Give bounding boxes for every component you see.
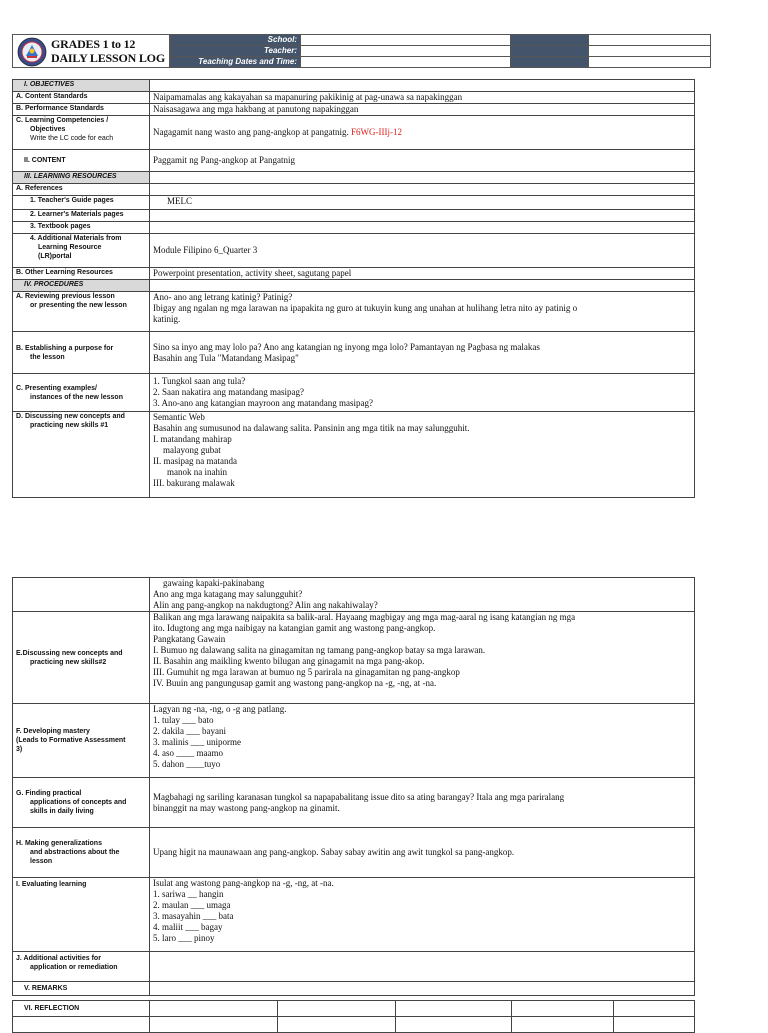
content-standards-label: A. Content Standards (13, 92, 150, 104)
competencies-value: Nagagamit nang wasto ang pang-angkop at pangatnig. F6WG-IIIj-12 (150, 116, 695, 150)
discussing-concepts-1-value: Semantic Web Basahin ang sumusunod na dalawang salita. Pansinin ang mga titik na may salungguhit. I. matandang mahirap malayong gubat II. masipag na matanda manok na inahin III. bakurang malawak (150, 412, 695, 498)
establishing-purpose-value: Sino sa inyo ang may lolo pa? Ano ang katangian ng inyong mga lolo? Pamantayan ng Pagbasa ng malakas Basahin ang Tula "Matandang Masipag" (150, 332, 695, 374)
performance-standards-label: B. Performance Standards (13, 104, 150, 116)
teaching-dates-label: Teaching Dates and Time: (171, 57, 301, 68)
reviewing-lesson-label: A. Reviewing previous lesson or presenting the new lesson (13, 292, 150, 332)
reflection-cell-3 (396, 1001, 512, 1017)
establishing-purpose-label: B. Establishing a purpose for the lesson (13, 332, 150, 374)
generalizations-label: H. Making generalizations and abstractions about the lesson (13, 828, 150, 878)
developing-mastery-value: Lagyan ng -na, -ng, o -g ang patlang. 1. tulay ___ bato 2. dakila ___ bayani 3. malinis ___ uniporme 4. aso ____ maamo 5. dahon ____tuyo (150, 704, 695, 778)
textbook-label: 3. Textbook pages (13, 222, 150, 234)
reflection-row2-cell-5 (614, 1017, 695, 1033)
additional-materials-value: Module Filipino 6_Quarter 3 (150, 234, 695, 268)
content-standards-value: Naipamamalas ang kakayahan sa mapanuring pakikinig at pag-unawa sa napakinggan (150, 92, 695, 104)
references-label: A. References (13, 184, 150, 196)
learning-area-field[interactable] (589, 46, 711, 57)
reflection-row2-label (13, 1017, 150, 1033)
teacher-field[interactable] (301, 46, 511, 57)
reflection-cell-5 (614, 1001, 695, 1017)
learners-materials-value (150, 210, 695, 222)
performance-standards-value: Naisasagawa ang mga hakbang at panutong napakinggan (150, 104, 695, 116)
lesson-table-page-1 (12, 79, 695, 498)
competency-code: F6WG-IIIj-12 (350, 127, 402, 137)
additional-materials-label: 4. Additional Materials from Learning Resource (LR)portal (13, 234, 150, 268)
procedures-cell (150, 280, 695, 292)
teachers-guide-value: MELC (150, 196, 695, 210)
additional-activities-label: J. Additional activities for application or remediation (13, 952, 150, 982)
references-value (150, 184, 695, 196)
additional-activities-value (150, 952, 695, 982)
title-daily-lesson-log: DAILY LESSON LOG (51, 51, 165, 65)
learning-resources-heading: III. LEARNING RESOURCES (13, 172, 150, 184)
remarks-value (150, 982, 695, 996)
teaching-dates-field[interactable] (301, 57, 511, 68)
reflection-cell-4 (512, 1001, 614, 1017)
competencies-label: C. Learning Competencies / Objectives Write the LC code for each (13, 116, 150, 150)
reflection-heading: VI. REFLECTION (13, 1001, 150, 1017)
lesson-log-header (12, 34, 710, 68)
teachers-guide-label: 1. Teacher's Guide pages (13, 196, 150, 210)
learning-resources-cell (150, 172, 695, 184)
title-grades: GRADES 1 to 12 (51, 37, 136, 51)
reflection-cell-2 (278, 1001, 396, 1017)
teacher-label: Teacher: (171, 46, 301, 57)
practical-applications-label: G. Finding practical applications of concepts and skills in daily living (13, 778, 150, 828)
reflection-cell-1 (150, 1001, 278, 1017)
discussing-concepts-2-label: E.Discussing new concepts and practicing new skills#2 (13, 612, 150, 704)
other-resources-label: B. Other Learning Resources (13, 268, 150, 280)
reflection-row2-cell-1 (150, 1017, 278, 1033)
learners-materials-label: 2. Learner's Materials pages (13, 210, 150, 222)
grade-level-field[interactable] (589, 35, 711, 46)
discussing-concepts-1-label: D. Discussing new concepts and practicing new skills #1 (13, 412, 150, 498)
continued-label (13, 578, 150, 612)
reflection-row2-cell-2 (278, 1017, 396, 1033)
other-resources-value: Powerpoint presentation, activity sheet, sagutang papel (150, 268, 695, 280)
reflection-table (12, 1000, 695, 1033)
developing-mastery-label: F. Developing mastery (Leads to Formative Assessment 3) (13, 704, 150, 778)
objectives-heading: I. OBJECTIVES (13, 80, 150, 92)
continued-value: gawaing kapaki-pakinabang Ano ang mga katagang may salungguhit? Alin ang pang-angkop na nakdugtong? Alin ang nakahiwalay? (150, 578, 695, 612)
reflection-row2-cell-4 (512, 1017, 614, 1033)
generalizations-value: Upang higit na maunawaan ang pang-angkop. Sabay sabay awitin ang awit tungkol sa pang-angkop. (150, 828, 695, 878)
title-box (12, 34, 170, 68)
content-heading: II. CONTENT (13, 150, 150, 172)
practical-applications-value: Magbahagi ng sariling karanasan tungkol sa napapabalitang issue dito sa ating barangay? Itala ang mga pariralang binanggit na may wastong pang-angkop na ginamit. (150, 778, 695, 828)
reflection-row2-cell-3 (396, 1017, 512, 1033)
evaluating-learning-label: I. Evaluating learning (13, 878, 150, 952)
remarks-heading: V. REMARKS (13, 982, 150, 996)
header-info-grid (170, 34, 711, 68)
content-value: Paggamit ng Pang-angkop at Pangatnig (150, 150, 695, 172)
presenting-examples-label: C. Presenting examples/ instances of the new lesson (13, 374, 150, 412)
deped-seal-icon (17, 37, 47, 67)
procedures-heading: IV. PROCEDURES (13, 280, 150, 292)
learning-area-label (511, 46, 589, 57)
discussing-concepts-2-value: Balikan ang mga larawang naipakita sa balik-aral. Hayaang magbigay ang mga mag-aaral ng isang katangian ng mga ito. Idugtong ang mga naibigay na katangian gamit ang wastong pang-angkop. Pangkatang Gawain I. Bumuo ng dalawang salita na ginagamitan ng tamang pang-angkop batay sa mga larawan. II. Basahin ang maikling kwento bilugan ang ginagamit na mga pang-akop. III. Gumuhit ng mga larawan at bumuo ng 5 parirala na ginagamitan ng pang-angkop IV. Buuin ang pangungusap gamit ang wastong pang-angkop na -g, -ng, at -na. (150, 612, 695, 704)
reviewing-lesson-value: Ano- ano ang letrang katinig? Patinig? Ibigay ang ngalan ng mga larawan na ipapakita ng guro at tukuyin kung ang unahan at hulihang letra nito ay patinig o katinig. (150, 292, 695, 332)
textbook-value (150, 222, 695, 234)
quarter-label (511, 57, 589, 68)
school-label: School: (171, 35, 301, 46)
quarter-field[interactable] (589, 57, 711, 68)
grade-level-label (511, 35, 589, 46)
school-field[interactable] (301, 35, 511, 46)
lesson-table-page-2 (12, 577, 695, 996)
evaluating-learning-value: Isulat ang wastong pang-angkop na -g, -ng, at -na. 1. sariwa __ hangin 2. maulan ___ umaga 3. masayahin ___ bata 4. maliit ___ bagay 5. laro ___ pinoy (150, 878, 695, 952)
presenting-examples-value: 1. Tungkol saan ang tula? 2. Saan nakatira ang matandang masipag? 3. Ano-ano ang katangian mayroon ang matandang masipag? (150, 374, 695, 412)
objectives-cell (150, 80, 695, 92)
